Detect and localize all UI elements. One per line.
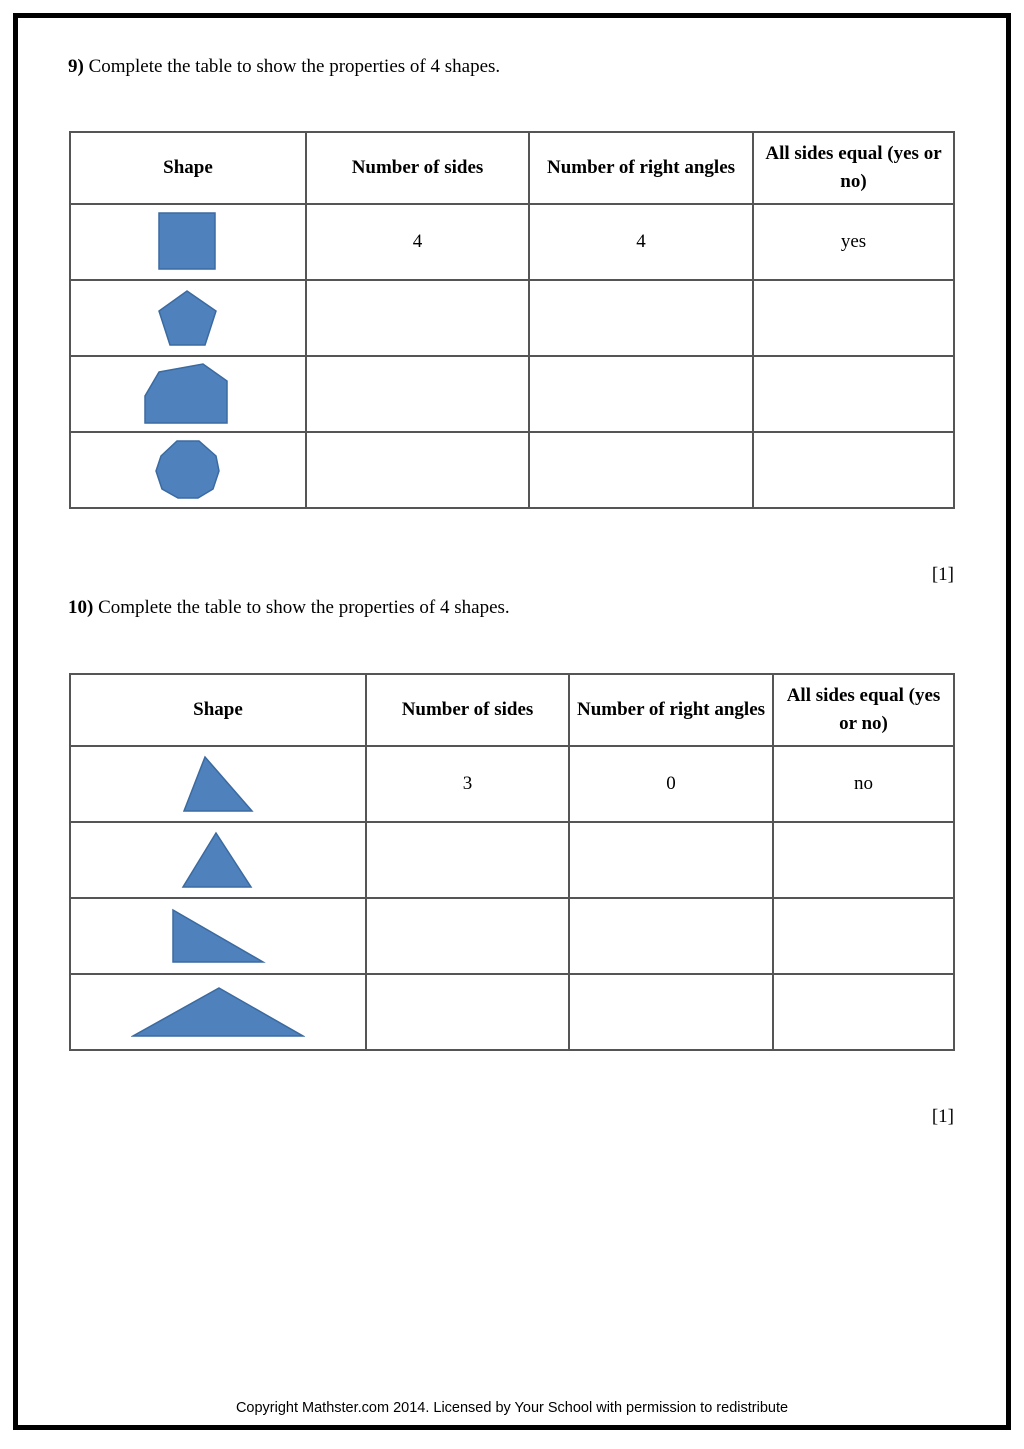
answer-sides[interactable] <box>366 898 569 974</box>
answer-right-angles: 4 <box>529 204 753 280</box>
answer-all-sides-equal[interactable] <box>773 974 954 1050</box>
answer-right-angles[interactable] <box>529 356 753 432</box>
answer-right-angles[interactable] <box>529 432 753 508</box>
table-row <box>70 356 954 432</box>
answer-all-sides-equal[interactable] <box>753 432 954 508</box>
shape-cell <box>70 280 306 356</box>
header-all-sides-equal: All sides equal (yes or no) <box>773 674 954 746</box>
shape-cell <box>70 822 366 898</box>
table-row <box>70 204 954 280</box>
table-row <box>70 822 954 898</box>
header-number-of-sides: Number of sides <box>366 674 569 746</box>
scalene-triangle-shape <box>181 754 255 814</box>
answer-right-angles[interactable] <box>529 280 753 356</box>
octagon-shape <box>154 439 222 501</box>
answer-all-sides-equal: no <box>773 746 954 822</box>
properties-table-10 <box>69 673 955 1051</box>
answer-sides: 3 <box>366 746 569 822</box>
question-number: 10 <box>68 597 87 618</box>
square-shape <box>157 211 219 273</box>
answer-sides[interactable] <box>306 280 529 356</box>
answer-sides[interactable] <box>306 432 529 508</box>
answer-all-sides-equal: yes <box>753 204 954 280</box>
copyright-footer: Copyright Mathster.com 2014. Licensed by Your School with permission to redistribute <box>235 1400 789 1416</box>
isosceles-triangle-shape <box>181 830 255 890</box>
answer-sides[interactable] <box>306 356 529 432</box>
properties-table-9 <box>69 131 955 509</box>
answer-all-sides-equal[interactable] <box>753 280 954 356</box>
question-number: 9 <box>68 56 78 77</box>
answer-all-sides-equal[interactable] <box>753 356 954 432</box>
right-triangle-shape <box>170 907 266 965</box>
question-text: Complete the table to show the properties of 4 shapes. <box>88 56 501 77</box>
pentagon-shape <box>156 288 220 348</box>
shape-cell <box>70 356 306 432</box>
header-shape: Shape <box>70 132 306 204</box>
answer-right-angles[interactable] <box>569 974 773 1050</box>
header-shape: Shape <box>70 674 366 746</box>
table-row <box>70 974 954 1050</box>
table-row <box>70 746 954 822</box>
shape-cell <box>70 974 366 1050</box>
marks-label: [1] <box>931 564 954 585</box>
answer-right-angles[interactable] <box>569 898 773 974</box>
answer-all-sides-equal[interactable] <box>773 822 954 898</box>
header-all-sides-equal: All sides equal (yes or no) <box>753 132 954 204</box>
answer-right-angles[interactable] <box>569 822 773 898</box>
header-right-angles: Number of right angles <box>569 674 773 746</box>
shape-cell <box>70 898 366 974</box>
shape-cell <box>70 204 306 280</box>
question-10-prompt: 10) Complete the table to show the properties of 4 shapes. <box>68 597 510 618</box>
shape-cell <box>70 432 306 508</box>
obtuse-triangle-shape <box>131 985 305 1039</box>
header-number-of-sides: Number of sides <box>306 132 529 204</box>
question-text: Complete the table to show the properties of 4 shapes. <box>98 597 510 618</box>
table-row <box>70 432 954 508</box>
question-9-prompt: 9) Complete the table to show the properties of 4 shapes. <box>68 56 501 77</box>
answer-sides: 4 <box>306 204 529 280</box>
answer-all-sides-equal[interactable] <box>773 898 954 974</box>
header-right-angles: Number of right angles <box>529 132 753 204</box>
shape-cell <box>70 746 366 822</box>
table-row <box>70 898 954 974</box>
answer-sides[interactable] <box>366 822 569 898</box>
answer-right-angles: 0 <box>569 746 773 822</box>
irregular-hexagon-shape <box>143 362 233 426</box>
marks-label: [1] <box>931 1106 954 1127</box>
answer-sides[interactable] <box>366 974 569 1050</box>
table-row <box>70 280 954 356</box>
